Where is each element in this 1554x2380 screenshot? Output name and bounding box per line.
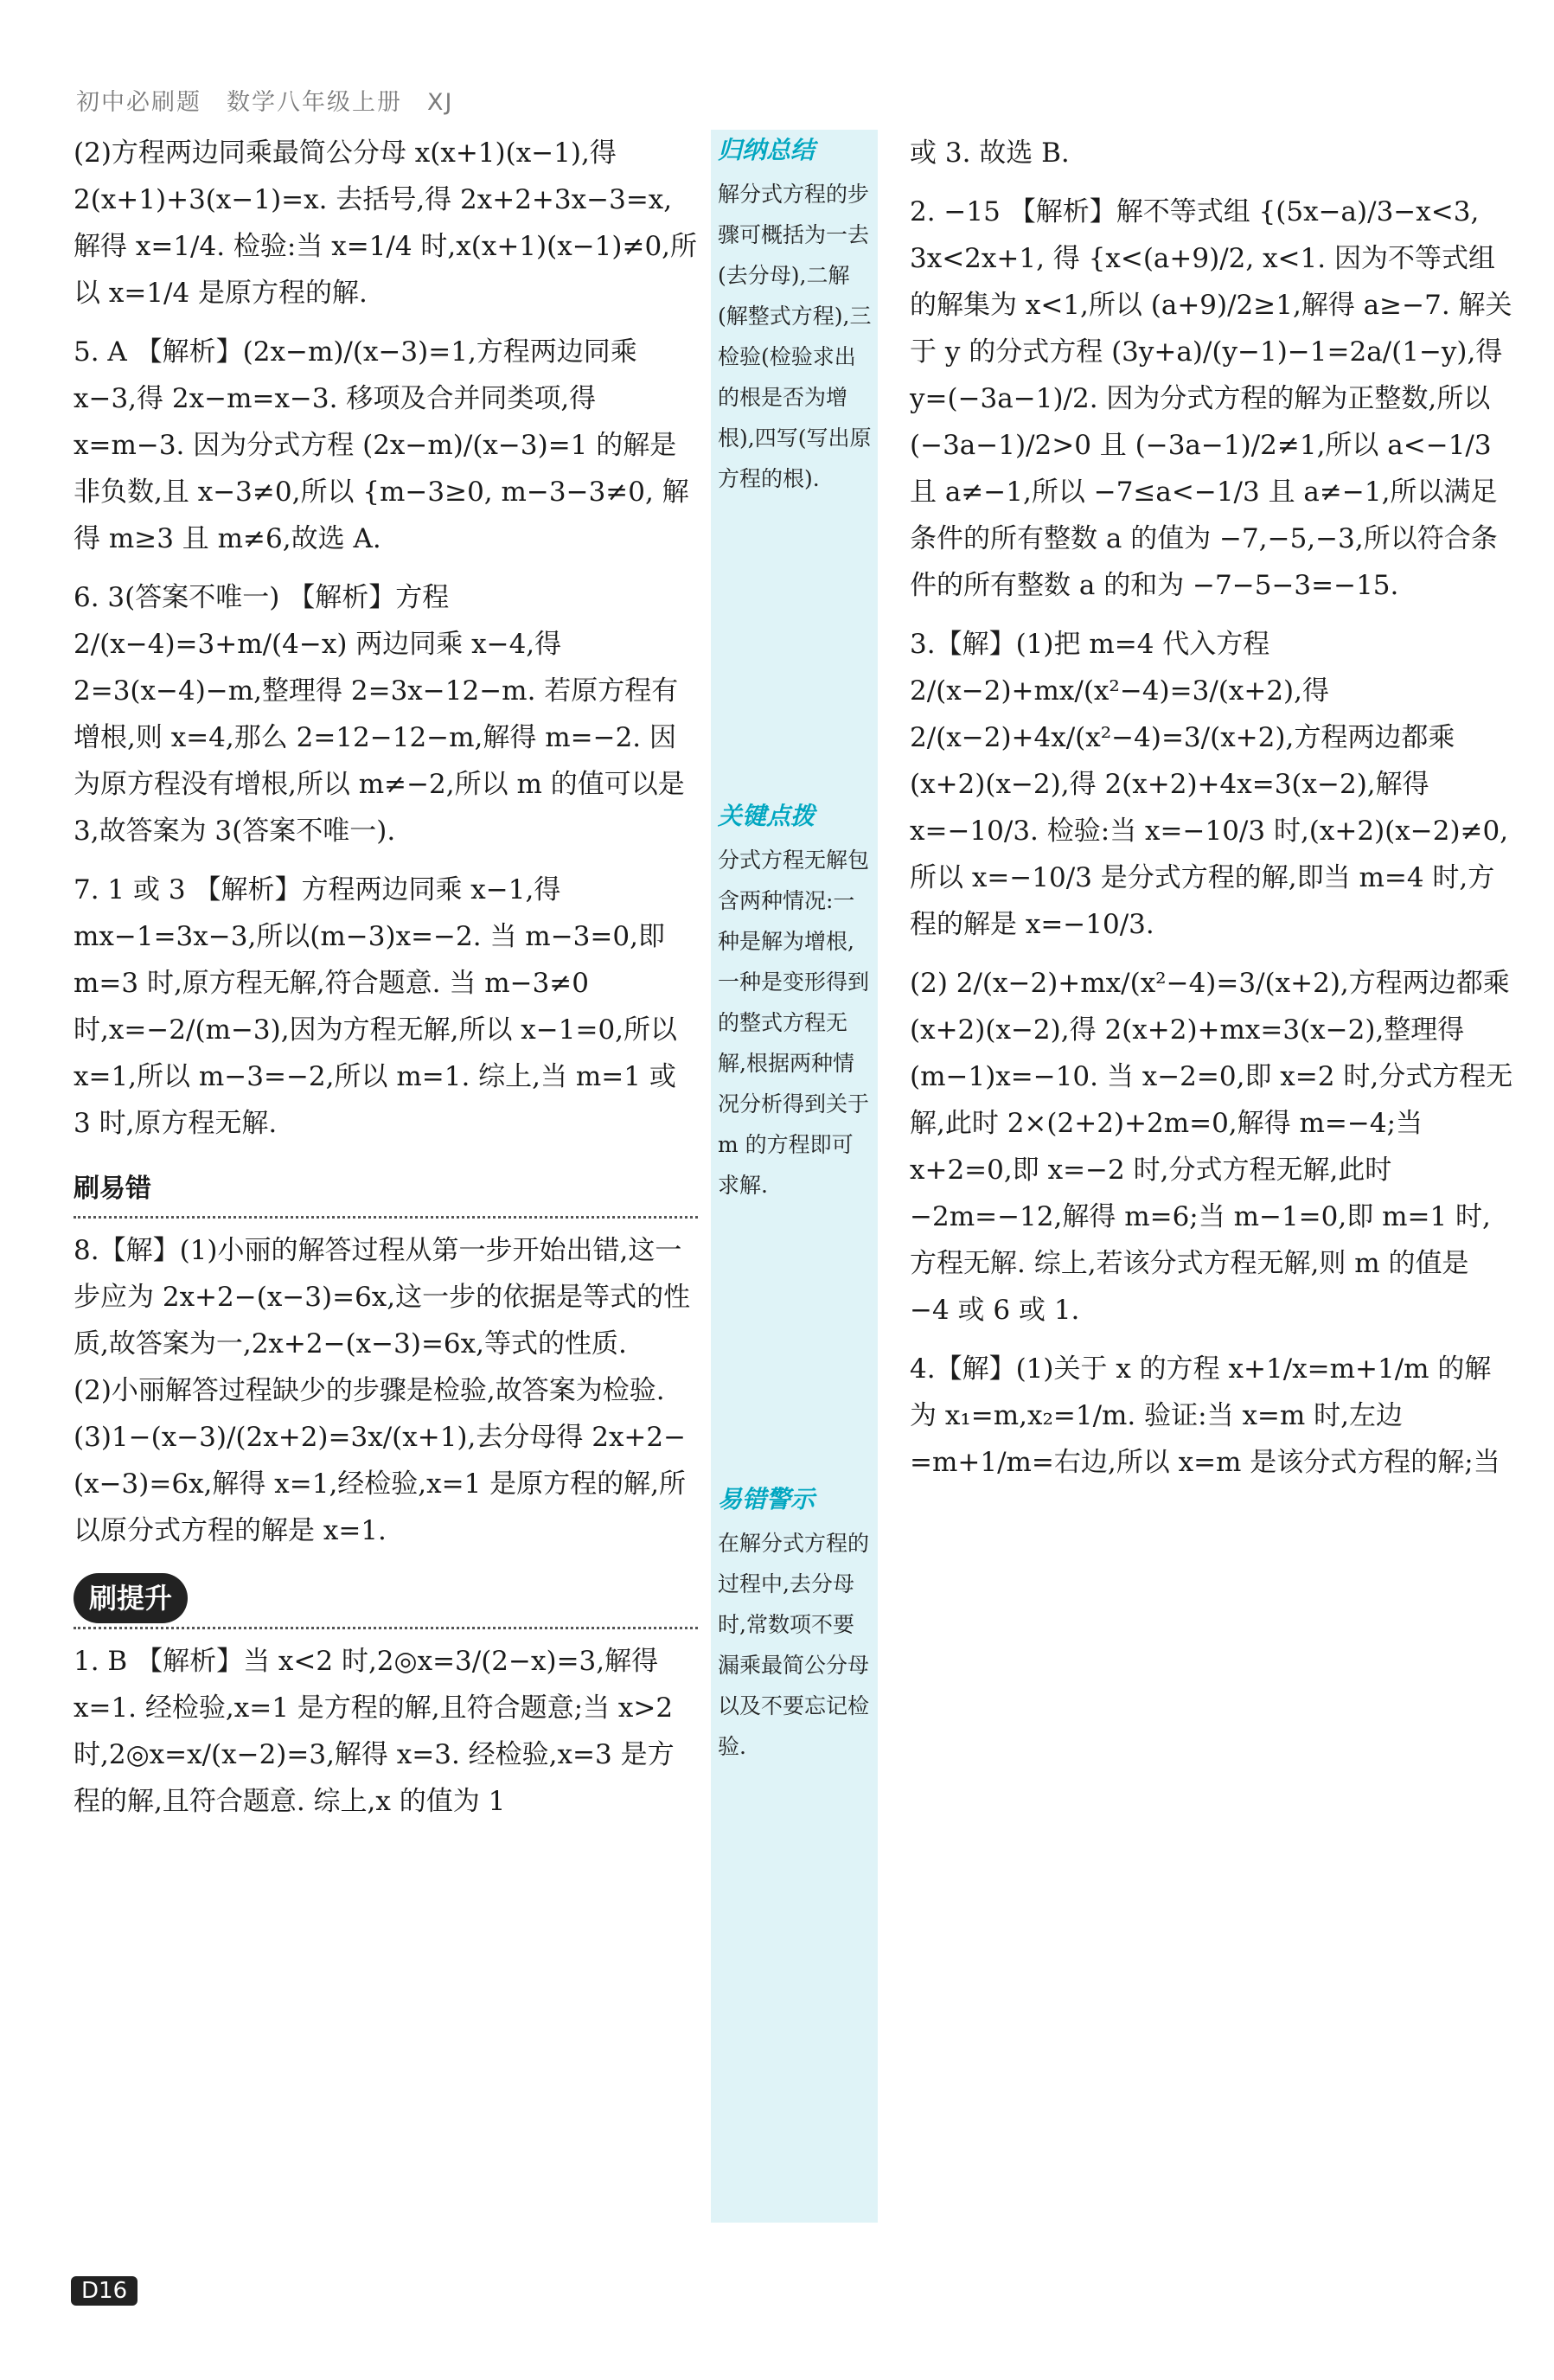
- note-title: 关键点拨: [718, 802, 815, 830]
- note-text: 解分式方程的步骤可概括为一去(去分母),二解(解整式方程),三检验(检验求出的根是否为增根),四写(写出原方程的根).: [718, 182, 872, 491]
- left-column: [74, 130, 698, 1825]
- right-column: [910, 130, 1515, 1486]
- note-title: 易错警示: [718, 1485, 815, 1513]
- question-1: 1. B 【解析】当 x<2 时,2◎x=3/(2−x)=3,解得 x=1. 经检验,x=1 是方程的解,且符合题意;当 x>2 时,2◎x=x/(x−2)=3,解得 x=3. 经检验,x=3 是方程的解,且符合题意. 综上,x 的值为 1: [74, 1646, 675, 1817]
- paragraph: (2)方程两边同乘最简公分母 x(x+1)(x−1),得 2(x+1)+3(x−1)=x. 去括号,得 2x+2+3x−3=x,解得 x=1/4. 检验:当 x=1/4 时,x(x+1)(x−1)≠0,所以 x=1/4 是原方程的解.: [74, 138, 698, 309]
- note-text: 分式方程无解包含两种情况:一种是解为增根,一种是变形得到的整式方程无解,根据两种情况分析得到关于 m 的方程即可求解.: [718, 848, 870, 1198]
- question-8-part-2: (2)小丽解答过程缺少的步骤是检验,故答案为检验.: [74, 1375, 665, 1406]
- page-header: 初中必刷题 数学八年级上册 XJ: [76, 89, 454, 116]
- question-8: 8.【解】(1)小丽的解答过程从第一步开始出错,这一步应为 2x+2−(x−3)=6x,这一步的依据是等式的性质,故答案为一,2x+2−(x−3)=6x,等式的性质.: [74, 1235, 691, 1360]
- question-3: 3.【解】(1)把 m=4 代入方程 2/(x−2)+mx/(x²−4)=3/(x+2),得 2/(x−2)+4x/(x²−4)=3/(x+2),方程两边都乘(x+2)(x−2),得 2(x+2)+4x=3(x−2),解得 x=−10/3. 检验:当 x=−10/3 时,(x+2)(x−2)≠0,所以 x=−10/3 是分式方程的解,即当 m=4 时,方程的解是 x=−10/3.: [910, 629, 1509, 940]
- question-7: 7. 1 或 3 【解析】方程两边同乘 x−1,得 mx−1=3x−3,所以(m−3)x=−2. 当 m−3=0,即 m=3 时,原方程无解,符合题意. 当 m−3≠0 时,x=−2/(m−3),因为方程无解,所以 x−1=0,所以 x=1,所以 m−3=−2,所以 m=1. 综上,当 m=1 或 3 时,原方程无解.: [74, 874, 678, 1139]
- question-5: 5. A 【解析】(2x−m)/(x−3)=1,方程两边同乘 x−3,得 2x−m=x−3. 移项及合并同类项,得 x=m−3. 因为分式方程 (2x−m)/(x−3)=1 的解是非负数,且 x−3≠0,所以 {m−3≥0, m−3−3≠0, 解得 m≥3 且 m≠6,故选 A.: [74, 336, 689, 554]
- sidebar-notes: [711, 130, 878, 2223]
- note-text: 在解分式方程的过程中,去分母时,常数项不要漏乘最简公分母以及不要忘记检验.: [718, 1531, 870, 1759]
- note-summary: [718, 130, 872, 499]
- question-3-part-2: (2) 2/(x−2)+mx/(x²−4)=3/(x+2),方程两边都乘(x+2)(x−2),得 2(x+2)+mx=3(x−2),整理得(m−1)x=−10. 当 x−2=0,即 x=2 时,分式方程无解,此时 2×(2+2)+2m=0,解得 m=−4;当 x+2=0,即 x=−2 时,分式方程无解,此时 −2m=−12,解得 m=6;当 m−1=0,即 m=1 时,方程无解. 综上,若该分式方程无解,则 m 的值是 −4 或 6 或 1.: [910, 968, 1513, 1326]
- section-pill: 刷提升: [74, 1573, 188, 1623]
- question-8-part-3: (3)1−(x−3)/(2x+2)=3x/(x+1),去分母得 2x+2−(x−3)=6x,解得 x=1,经检验,x=1 是原方程的解,所以原分式方程的解是 x=1.: [74, 1422, 687, 1546]
- section-title: 刷易错: [74, 1166, 698, 1219]
- question-2: 2. −15 【解析】解不等式组 {(5x−a)/3−x<3, 3x<2x+1, 得 {x<(a+9)/2, x<1. 因为不等式组的解集为 x<1,所以 (a+9)/2≥1,解得 a≥−7. 解关于 y 的分式方程 (3y+a)/(y−1)−1=2a/(1−y),得 y=(−3a−1)/2. 因为分式方程的解为正整数,所以 (−3a−1)/2>0 且 (−3a−1)/2≠1,所以 a<−1/3 且 a≠−1,所以 −7≤a<−1/3 且 a≠−1,所以满足条件的所有整数 a 的值为 −7,−5,−3,所以符合条件的所有整数 a 的和为 −7−5−3=−15.: [910, 196, 1512, 601]
- note-key-point: [718, 796, 872, 1206]
- section-title-2: [74, 1573, 698, 1629]
- question-4: 4.【解】(1)关于 x 的方程 x+1/x=m+1/m 的解为 x₁=m,x₂=1/m. 验证:当 x=m 时,左边=m+1/m=右边,所以 x=m 是该分式方程的解;当: [910, 1353, 1500, 1478]
- note-title: 归纳总结: [718, 136, 815, 164]
- question-6: 6. 3(答案不唯一) 【解析】方程 2/(x−4)=3+m/(4−x) 两边同乘 x−4,得 2=3(x−4)−m,整理得 2=3x−12−m. 若原方程有增根,则 x=4,那么 2=12−12−m,解得 m=−2. 因为原方程没有增根,所以 m≠−2,所以 m 的值可以是 3,故答案为 3(答案不唯一).: [74, 582, 685, 847]
- note-warning: [718, 1479, 872, 1767]
- page-number: D16: [71, 2276, 137, 2306]
- paragraph: 或 3. 故选 B.: [910, 138, 1070, 169]
